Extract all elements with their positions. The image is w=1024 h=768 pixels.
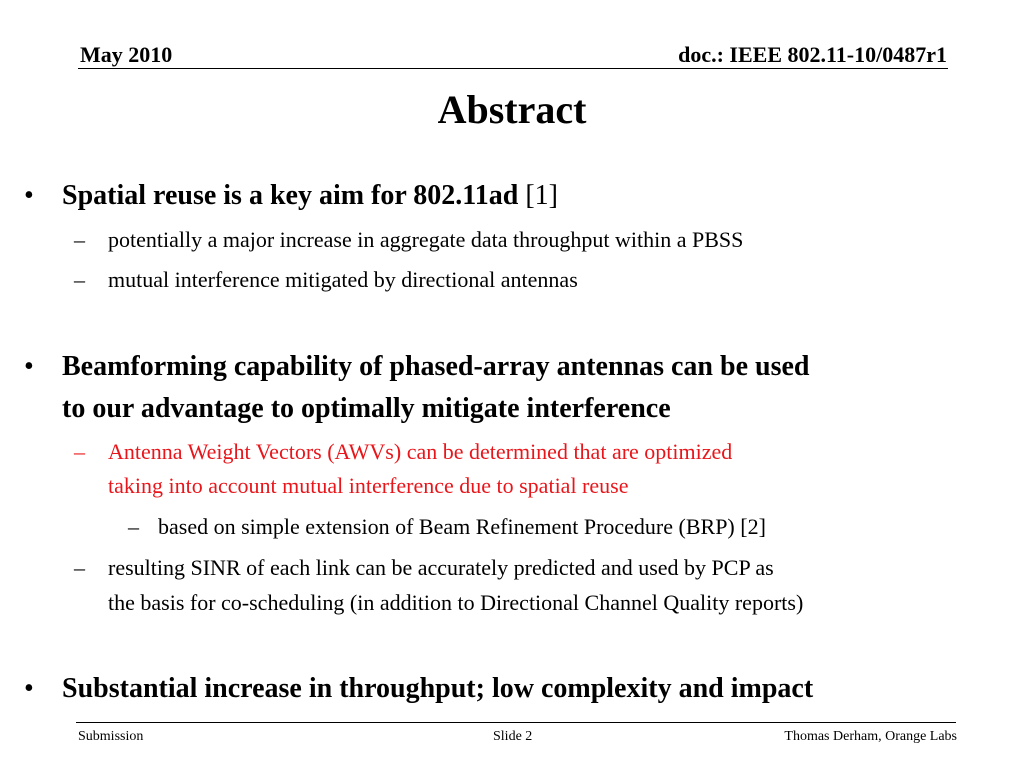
slide-title: Abstract bbox=[437, 87, 587, 132]
bullet-marker: • bbox=[24, 673, 34, 704]
bullet-1-text: Spatial reuse is a key aim for 802.11ad bbox=[62, 180, 519, 211]
dash-marker: – bbox=[74, 555, 85, 580]
header-doc-id: doc.: IEEE 802.11-10/0487r1 bbox=[678, 42, 947, 67]
header-date: May 2010 bbox=[80, 42, 173, 67]
bullet-marker: • bbox=[24, 351, 34, 382]
footer-author: Thomas Derham, Orange Labs bbox=[784, 729, 957, 744]
header-rule bbox=[78, 68, 948, 69]
footer-rule bbox=[76, 722, 956, 723]
footer-submission: Submission bbox=[78, 729, 144, 744]
dash-marker: – bbox=[128, 514, 139, 539]
dash-marker: – bbox=[74, 227, 85, 252]
footer-slide-number: Slide 2 bbox=[493, 729, 533, 744]
bullet-1-ref: [1] bbox=[518, 180, 558, 211]
bullet-marker: • bbox=[24, 180, 34, 211]
dash-marker: – bbox=[74, 439, 85, 464]
dash-marker: – bbox=[74, 267, 85, 292]
